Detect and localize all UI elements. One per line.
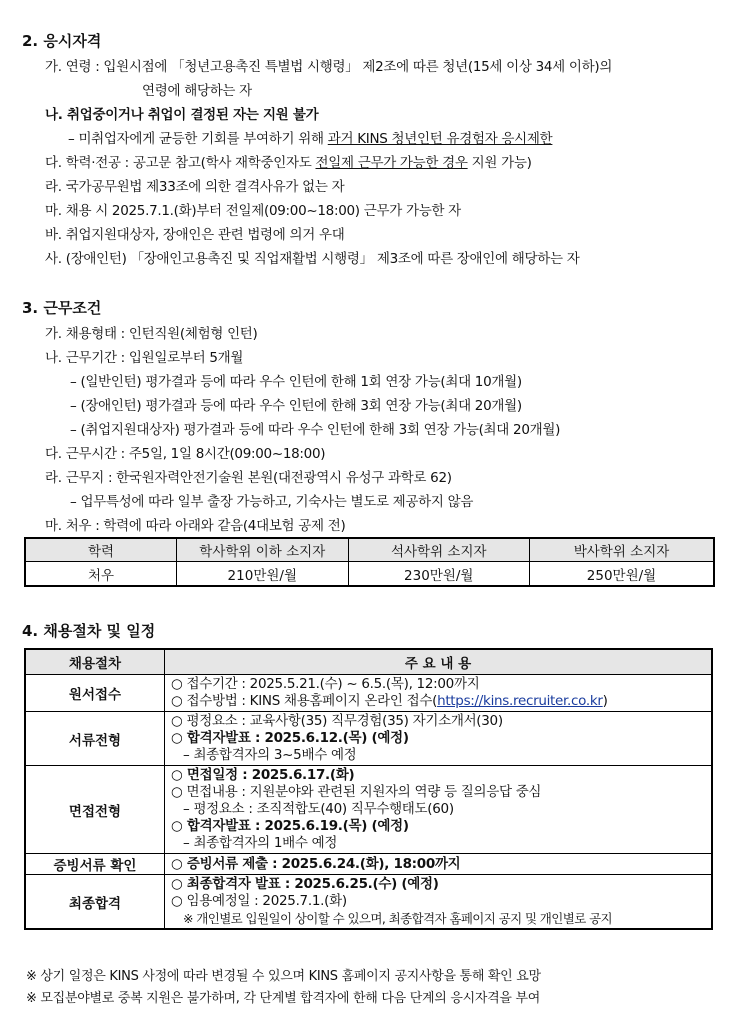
section-4-title: 4. 채용절차 및 일정 [22,622,156,640]
content-line: ○ 증빙서류 제출 : 2025.6.24.(화), 18:00까지 [171,855,461,872]
content-text: ) [602,693,608,709]
content-line: ○ 접수기간 : 2025.5.21.(수) ~ 6.5.(목), 12:00까지 [171,676,480,692]
pay-master: 230만원/월 [348,562,529,587]
content-line [171,693,711,710]
pay-table-header [25,538,714,562]
work-period-support: – (취업지원대상자) 평가결과 등에 따라 우수 인턴에 한해 3회 연장 가능(최대 20개월) [70,422,561,438]
pay-table-row [25,562,714,587]
education-text-1: 다. 학력·전공 : 공고문 참고(학사 재학중인자도 [45,155,312,171]
eligibility-employment: 나. 취업중이거나 취업이 결정된 자는 지원 불가 [45,107,319,123]
work-hours: 다. 근무시간 : 주5일, 1일 8시간(09:00~18:00) [45,446,326,462]
stage-application: 원서접수 [25,675,165,712]
eligibility-age-cont: 연령에 해당하는 자 [142,83,252,99]
content-line: – 최종합격자의 1배수 예정 [183,835,338,851]
work-pay-intro: 마. 처우 : 학력에 따라 아래와 같음(4대보험 공제 전) [45,518,346,534]
work-location: 라. 근무지 : 한국원자력안전기술원 본원(대전광역시 유성구 과학로 62) [45,470,452,486]
content-line: ○ 합격자발표 : 2025.6.12.(목) (예정) [171,730,409,746]
work-period: 나. 근무기간 : 입원일로부터 5개월 [45,350,244,366]
stage-final-content [165,875,713,930]
pay-bachelor: 210만원/월 [177,562,349,587]
content-line: ○ 평정요소 : 교육사항(35) 직무경험(35) 자기소개서(30) [171,713,503,729]
eligibility-preference: 바. 취업지원대상자, 장애인은 관련 법령에 의거 우대 [45,227,345,243]
process-row [25,875,712,930]
section-2-title: 2. 응시자격 [22,32,102,50]
stage-interview-content [165,766,713,854]
content-line: ○ 합격자발표 : 2025.6.19.(목) (예정) [171,818,409,834]
work-period-disabled: – (장애인턴) 평가결과 등에 따라 우수 인턴에 한해 3회 연장 가능(최대 20개월) [70,398,522,414]
content-line: – 최종합격자의 3~5배수 예정 [183,747,357,763]
stage-application-content [165,675,713,712]
process-table [24,648,713,930]
employment-note-text: – 미취업자에게 균등한 기회를 부여하기 위해 [68,131,324,147]
eligibility-disabled: 사. (장애인턴) 「장애인고용촉진 및 직업재활법 시행령」 제3조에 따른 장애인에 해당하는 자 [45,251,580,267]
pay-doctor: 250만원/월 [530,562,715,587]
process-header-stage: 채용절차 [25,649,165,675]
work-location-note: – 업무특성에 따라 일부 출장 가능하고, 기숙사는 별도로 제공하지 않음 [70,494,474,510]
stage-document-content [165,712,713,766]
pay-header-doctor: 박사학위 소지자 [530,538,715,562]
pay-header-bachelor: 학사학위 이하 소지자 [177,538,349,562]
education-text-2: 지원 가능) [471,155,532,171]
employment-note-underlined: 과거 KINS 청년인턴 유경험자 응시제한 [327,131,553,147]
process-row [25,854,712,875]
section-3-title: 3. 근무조건 [22,299,102,317]
process-header [25,649,712,675]
eligibility-education [45,151,532,171]
education-underlined: 전일제 근무가 가능한 경우 [315,155,468,171]
pay-header-master: 석사학위 소지자 [348,538,529,562]
content-text: ○ 접수방법 : KINS 채용홈페이지 온라인 접수( [171,693,438,709]
schedule-note-2: ※ 모집분야별로 중복 지원은 불가하며, 각 단계별 합격자에 한해 다음 단계의 응시자격을 부여 [26,991,540,1006]
content-line: ○ 면접일정 : 2025.6.17.(화) [171,767,355,783]
work-type: 가. 채용형태 : 인턴직원(체험형 인턴) [45,326,258,342]
content-line: ○ 임용예정일 : 2025.7.1.(화) [171,893,347,909]
process-row [25,766,712,854]
pay-table [24,537,715,587]
work-period-general: – (일반인턴) 평가결과 등에 따라 우수 인턴에 한해 1회 연장 가능(최대 10개월) [70,374,522,390]
stage-verification-content [165,854,713,875]
content-line: – 평정요소 : 조직적합도(40) 직무수행태도(60) [183,801,454,817]
content-line: ※ 개인별로 입원일이 상이할 수 있으며, 최종합격자 홈페이지 공지 및 개인별로 공지 [183,911,613,926]
stage-final: 최종합격 [25,875,165,930]
pay-row-label: 처우 [25,562,177,587]
process-row [25,675,712,712]
eligibility-disqualification: 라. 국가공무원법 제33조에 의한 결격사유가 없는 자 [45,179,345,195]
schedule-note-1: ※ 상기 일정은 KINS 사정에 따라 변경될 수 있으며 KINS 홈페이지 공지사항을 통해 확인 요망 [26,969,541,984]
content-line: ○ 면접내용 : 지원분야와 관련된 지원자의 역량 등 질의응답 중심 [171,784,542,800]
recruit-link[interactable]: https://kins.recruiter.co.kr [437,693,603,709]
eligibility-age: 가. 연령 : 입원시점에 「청년고용촉진 특별법 시행령」 제2조에 따른 청년(15세 이상 34세 이하)의 [45,59,613,75]
stage-verification: 증빙서류 확인 [25,854,165,875]
stage-interview: 면접전형 [25,766,165,854]
content-line: ○ 최종합격자 발표 : 2025.6.25.(수) (예정) [171,876,439,892]
pay-header-education: 학력 [25,538,177,562]
stage-document: 서류전형 [25,712,165,766]
process-header-content: 주 요 내 용 [165,649,713,675]
eligibility-employment-note [68,127,552,147]
eligibility-fulltime: 마. 채용 시 2025.7.1.(화)부터 전일제(09:00~18:00) 근무가 가능한 자 [45,203,461,219]
process-row [25,712,712,766]
